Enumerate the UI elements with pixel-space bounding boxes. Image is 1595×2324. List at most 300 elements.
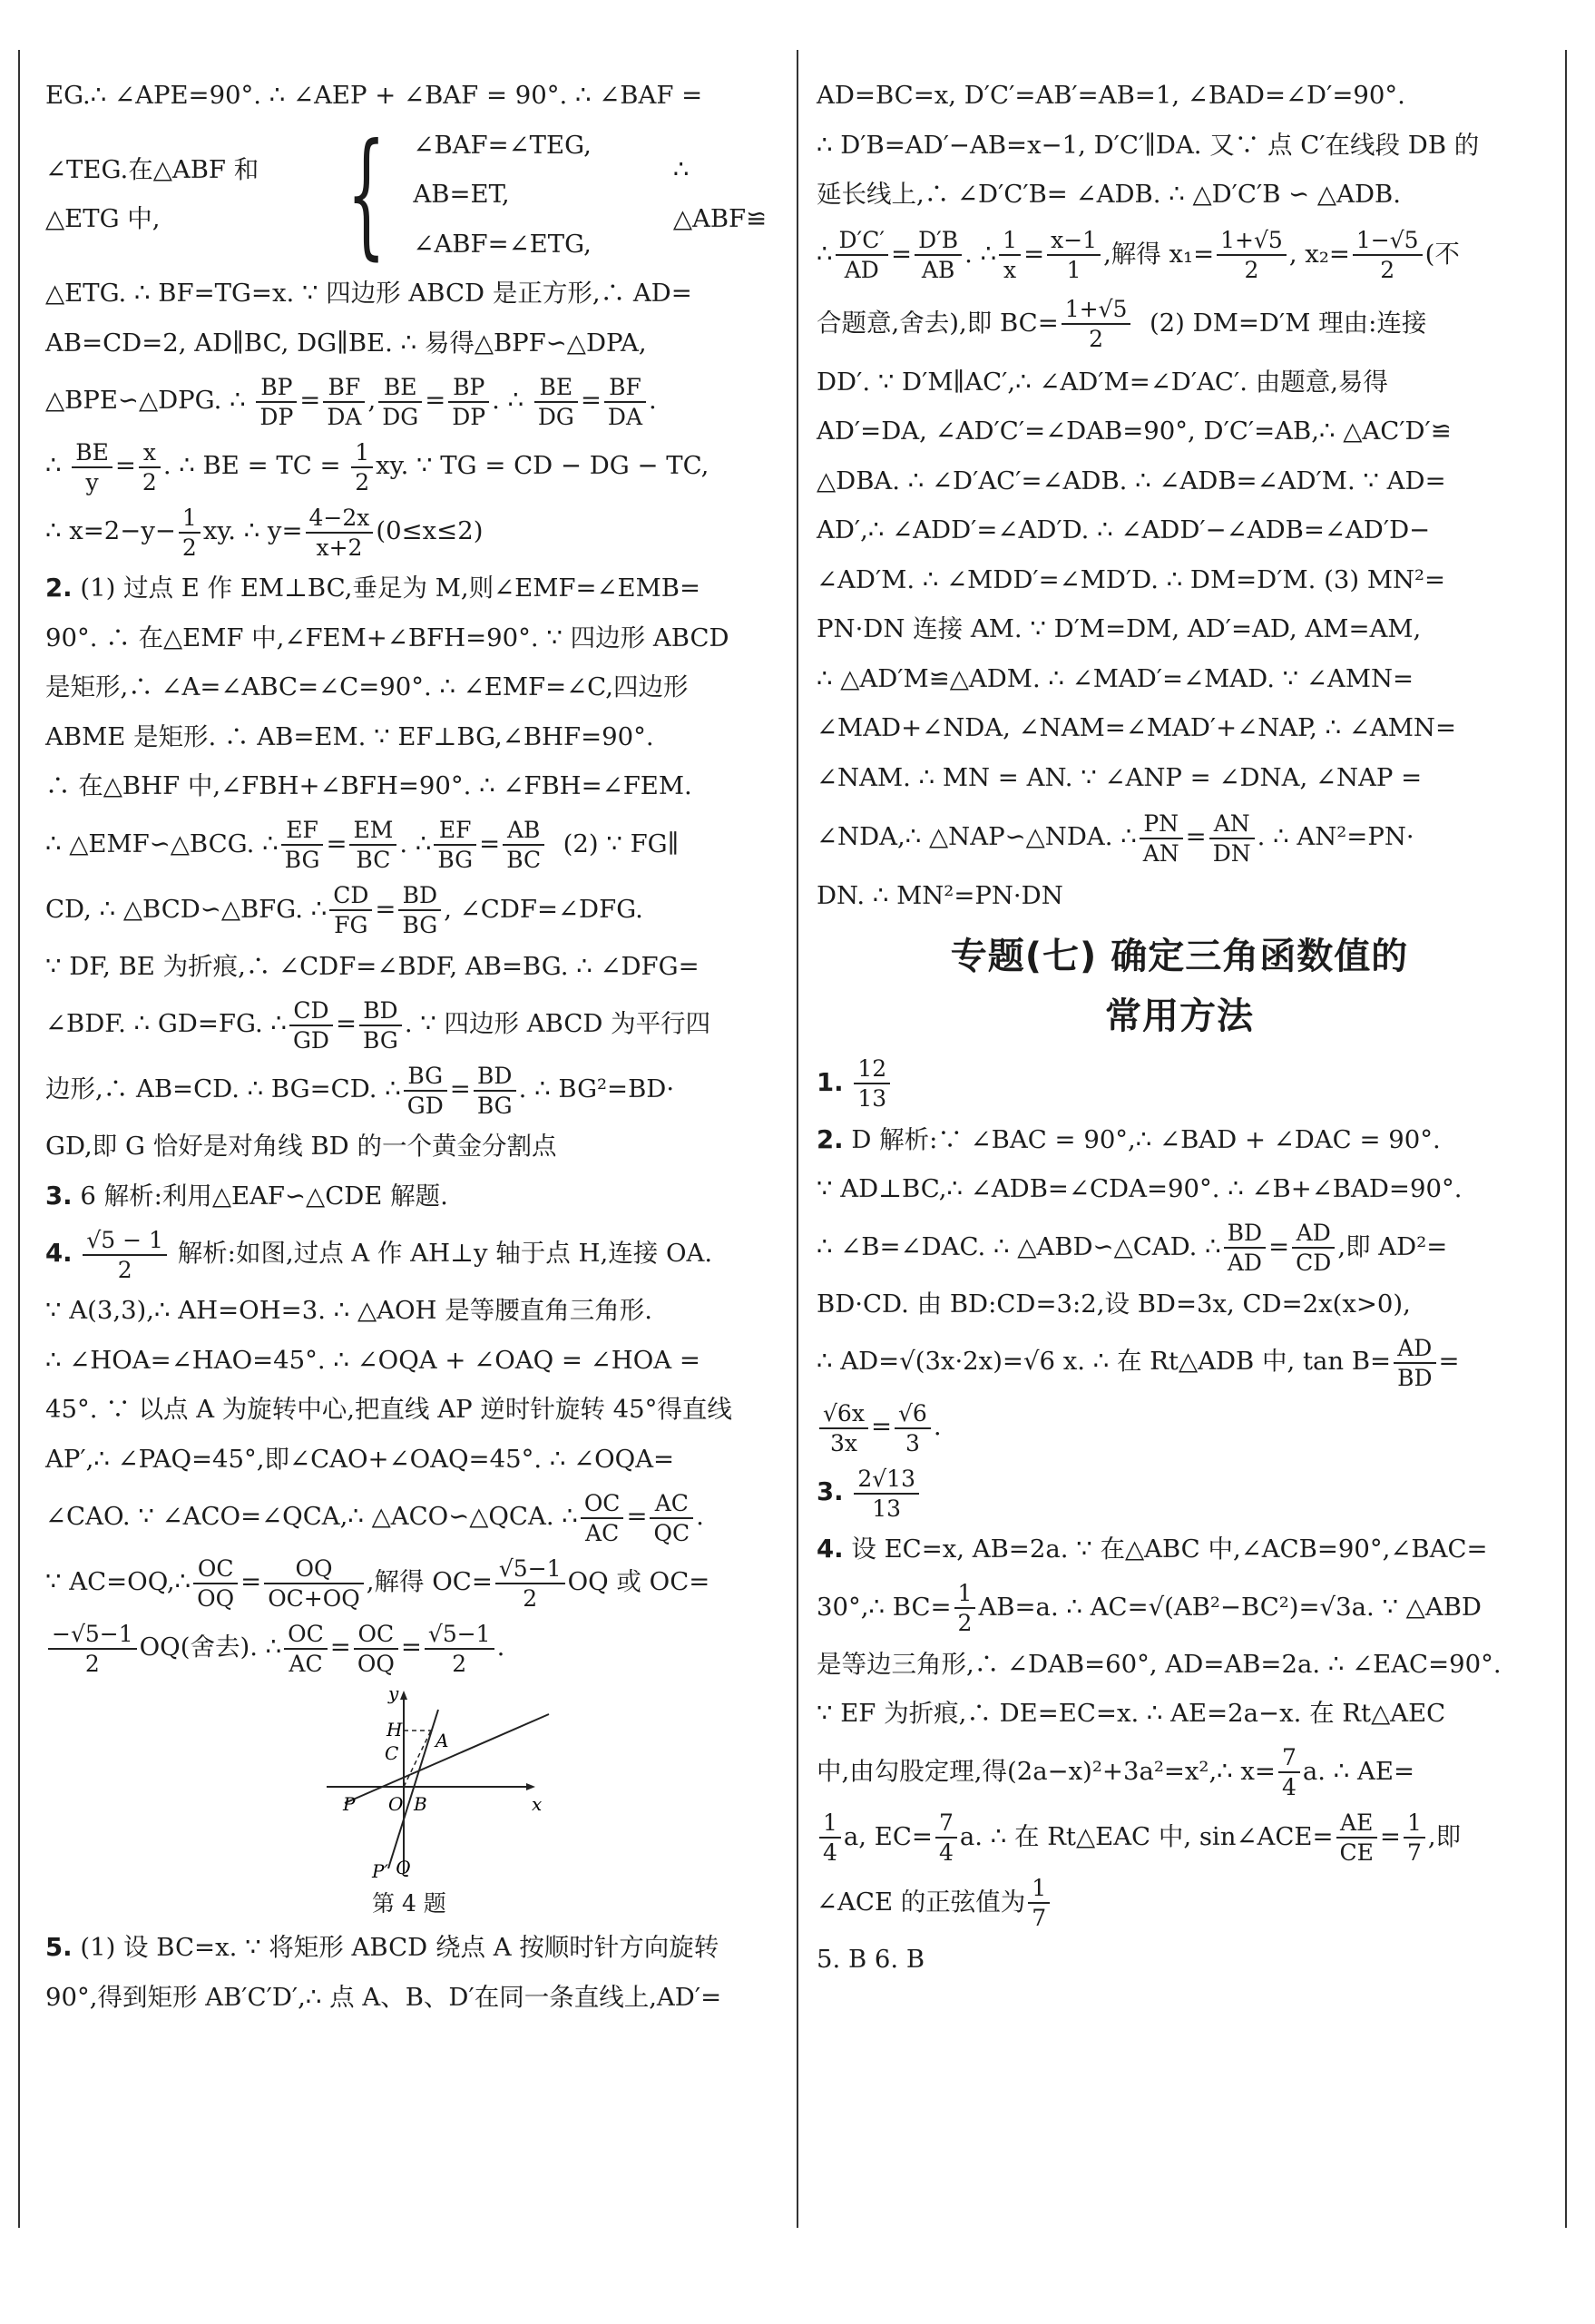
denominator: 2 (84, 1650, 100, 1677)
fraction (349, 816, 396, 874)
denominator: BG (284, 847, 320, 873)
problem-number: 2. (817, 1124, 844, 1154)
numerator: AC (650, 1489, 693, 1519)
label-b: B (414, 1793, 427, 1815)
denominator: AC (289, 1650, 323, 1677)
label-a: A (435, 1730, 449, 1751)
brace-symbol: { (347, 115, 387, 274)
text-fragment: ∴ △EMF∽△BCG. ∴ (45, 829, 279, 858)
text-line: ∵ EF 为折痕,∴ DE=EC=x. ∴ AE=2a−x. 在 Rt△AEC (817, 1699, 1446, 1728)
fraction (281, 816, 324, 874)
text-line: ∴ AD=√(3x·2x)=√6 x. ∴ 在 Rt△ADB 中, tan B= $\frac{AD}{BD}$ = (817, 1334, 1460, 1391)
denominator: BG (402, 912, 438, 938)
fraction (404, 1062, 447, 1120)
fraction (256, 373, 297, 431)
numerator: BE (72, 438, 113, 468)
denominator: 13 (872, 1495, 902, 1522)
problem-number: 3. (817, 1477, 844, 1506)
text-line: $\frac{√6x}{3x}$ = $\frac{√6}{3}$ . (817, 1394, 1542, 1459)
line-ap (345, 1714, 549, 1803)
denominator: OQ (357, 1650, 395, 1677)
text-fragment: ∠CAO. ∵ ∠ACO=∠QCA,∴ △ACO∽△QCA. ∴ (45, 1502, 578, 1531)
numerator: 1 (999, 226, 1021, 256)
text-fragment: (0≤x≤2) (376, 516, 484, 545)
fraction (935, 1809, 957, 1867)
left-column (45, 71, 771, 2022)
fraction (819, 1809, 841, 1867)
fraction (1217, 226, 1287, 284)
denominator: BD (1397, 1364, 1433, 1391)
fraction (193, 1554, 238, 1613)
denominator: 2 (355, 468, 370, 495)
fraction (323, 373, 365, 431)
fraction (474, 1062, 516, 1120)
denominator: FG (334, 912, 368, 938)
text-fragment: . ∴ (399, 829, 432, 858)
fraction (1353, 226, 1423, 284)
label-p: P (343, 1793, 356, 1815)
text-fragment: ∠TEG.在△ABF 和△ETG 中, (45, 154, 259, 234)
problem-number: 4. (817, 1535, 844, 1564)
text-line (817, 289, 1542, 358)
text-line: △DBA. ∴ ∠D′AC′=∠ADB. ∴ ∠ADB=∠AD′M. ∵ AD= (817, 466, 1446, 495)
text-fragment: ∴ AD=√(3x·2x)=√6 x. ∴ 在 Rt△ADB 中, tan B= (817, 1347, 1392, 1376)
numerator: BG (404, 1062, 447, 1092)
numerator: AD (1292, 1219, 1335, 1249)
section-title-line-2: 常用方法 (1105, 995, 1254, 1037)
denominator: 4 (823, 1839, 837, 1866)
numerator: BP (448, 373, 489, 403)
figure-caption: 第 4 题 (372, 1890, 446, 1917)
fraction (354, 1620, 398, 1678)
numerator: BD (1224, 1219, 1266, 1249)
numerator: x (139, 438, 161, 468)
problem-number: 1. (817, 1067, 844, 1097)
denominator: 2 (523, 1584, 538, 1612)
fraction (264, 1554, 364, 1613)
denominator: BG (476, 1092, 513, 1119)
fraction (329, 881, 372, 939)
denominator: 2 (181, 534, 197, 561)
text-fragment: . ∵ 四边形 ABCD 为平行四 (404, 1009, 711, 1038)
text-fragment: 设 EC=x, AB=2a. ∵ 在△ABC 中,∠ACB=90°,∠BAC= (851, 1535, 1488, 1564)
text-fragment: 解析:如图,过点 A 作 AH⊥y 轴于点 H,连接 OA. (177, 1239, 713, 1268)
text-fragment: a. ∴ AE= (1302, 1756, 1414, 1786)
text-fragment: ∴ (45, 451, 70, 480)
text-fragment: xy. ∵ TG = CD − DG − TC, (376, 451, 709, 480)
fraction (1209, 809, 1255, 868)
text-fragment: . ∴ (964, 239, 997, 269)
numerator: EF (434, 816, 476, 846)
numerator: x−1 (1047, 226, 1101, 256)
answer-1 (817, 1050, 1542, 1115)
text-fragment: ∠NDA,∴ △NAP∽△NDA. ∴ (817, 822, 1137, 851)
fraction (954, 1579, 976, 1637)
denominator: BC (506, 847, 542, 873)
fraction (398, 881, 441, 939)
numerator: √5−1 (425, 1620, 494, 1650)
right-column (817, 71, 1542, 1984)
text-fragment: ,解得 x₁= (1103, 239, 1215, 269)
fraction (72, 438, 113, 496)
left-margin-rule (18, 50, 20, 2228)
text-line (817, 1574, 1542, 1640)
numerator: 1 (179, 504, 201, 534)
text-line: △BPE∽△DPG. ∴ $\frac{BP}{DP}$ = $\frac{BF}{DA}$ , $\frac{BE}{DG}$ = $\frac{BP}{DP}$ . ∴ $\frac{BE}{DG}$ = $\frac{BF}{DA}$ . (45, 373, 657, 430)
numerator: D′B (915, 226, 962, 256)
fraction (604, 373, 646, 431)
text-line: ∴ ∠B=∠DAC. ∴ △ABD∽△CAD. ∴ $\frac{BD}{AD}$ = $\frac{AD}{CD}$ ,即 AD²= (817, 1220, 1448, 1276)
right-margin-rule (1565, 50, 1567, 2228)
fraction (434, 816, 476, 874)
text-fragment: ∵ AC=OQ,∴ (45, 1567, 191, 1596)
denominator: 2 (957, 1610, 973, 1636)
fraction (854, 1465, 919, 1523)
text-fragment: 6 解析:利用△EAF∽△CDE 解题. (80, 1181, 448, 1211)
text-line: 延长线上,∴ ∠D′C′B= ∠ADB. ∴ △D′C′B ∽ △ADB. (817, 180, 1401, 209)
fraction (999, 226, 1021, 284)
text-fragment: ∴ (817, 239, 833, 269)
fraction (306, 504, 374, 562)
label-o: O (388, 1793, 404, 1815)
numerator: BD (398, 881, 441, 911)
fraction (289, 996, 333, 1054)
label-p-prime: P′ (372, 1860, 388, 1882)
fraction (1028, 1874, 1050, 1932)
denominator: AN (1142, 839, 1179, 867)
problem-number: 4. (45, 1239, 73, 1268)
text-line: ∠MAD+∠NDA, ∠NAM=∠MAD′+∠NAP, ∴ ∠AMN= (817, 713, 1456, 742)
text-fragment: 中,由勾股定理,得(2a−x)²+3a²=x²,∴ x= (817, 1756, 1276, 1786)
denominator: AD (1227, 1250, 1262, 1276)
numerator: 1+√5 (1062, 295, 1131, 325)
fraction (854, 1054, 890, 1113)
fraction (503, 816, 544, 874)
fraction (1292, 1219, 1335, 1277)
numerator: √5−1 (495, 1554, 565, 1584)
section-title-line-1: 专题(七) 确定三角函数值的 (950, 935, 1409, 977)
numerator: √6 (895, 1399, 931, 1429)
denominator: GD (406, 1092, 444, 1119)
denominator: x (1003, 257, 1017, 283)
text-fragment: 边形,∴ AB=CD. ∴ BG=CD. ∴ (45, 1074, 401, 1103)
fraction (1062, 295, 1131, 353)
fraction (378, 373, 422, 431)
fraction (83, 1226, 167, 1284)
text-line: ABME 是矩形. ∴ AB=EM. ∵ EF⊥BG,∠BHF=90°. (45, 721, 654, 751)
label-h: H (387, 1719, 403, 1741)
condition: ∠ABF=∠ETG, (413, 229, 592, 259)
numerator: CD (329, 881, 372, 911)
text-line: ∠CAO. ∵ ∠ACO=∠QCA,∴ △ACO∽△QCA. ∴ $\frac{OC}{AC}$ = $\frac{AC}{QC}$ . (45, 1489, 704, 1546)
text-line: AD=BC=x, D′C′=AB′=AB=1, ∠BAD=∠D′=90°. (817, 81, 1405, 110)
text-fragment: (1) 过点 E 作 EM⊥BC,垂足为 M,则∠EMF=∠EMB= (80, 574, 701, 603)
text-line (817, 1739, 1542, 1804)
numerator: BE (378, 373, 422, 403)
label-q: Q (396, 1857, 411, 1878)
numerator: BD (359, 996, 402, 1026)
text-line: BD·CD. 由 BD:CD=3:2,设 BD=3x, CD=2x(x>0), (817, 1289, 1411, 1319)
denominator: CD (1296, 1250, 1332, 1276)
denominator: 7 (1406, 1839, 1422, 1866)
fraction (895, 1399, 931, 1457)
denominator: 1 (1066, 257, 1081, 283)
text-fragment: . ∴ BG²=BD· (518, 1074, 675, 1103)
numerator: 1 (954, 1579, 976, 1609)
numerator: CD (289, 996, 333, 1026)
text-fragment: . ∴ AN²=PN· (1257, 822, 1414, 851)
fraction (650, 1489, 693, 1547)
text-fragment: ,即 AD²= (1337, 1231, 1448, 1261)
numerator: BF (323, 373, 365, 403)
text-line: PN·DN 连接 AM. ∵ D′M=DM, AD′=AD, AM=AM, (817, 614, 1422, 643)
numerator: 7 (1278, 1743, 1300, 1773)
text-fragment: 30°,∴ BC= (817, 1592, 952, 1622)
text-line: 45°. ∵ 以点 A 为旋转中心,把直线 AP 逆时针旋转 45°得直线 (45, 1395, 732, 1424)
text-fragment: ,即 (1427, 1821, 1462, 1851)
text-line: ∴ △EMF∽△BCG. ∴ $\frac{EF}{BG}$ = $\frac{EM}{BC}$ . ∴ $\frac{EF}{BG}$ = $\frac{AB}{BC}$ (2) ∵ FG∥ (45, 817, 680, 873)
numerator: √5 − 1 (83, 1226, 167, 1256)
problem-number: 3. (45, 1181, 73, 1211)
numerator: PN (1140, 809, 1183, 839)
numerator: OC (354, 1620, 398, 1650)
denominator: AC (585, 1519, 620, 1546)
denominator: CE (1339, 1839, 1374, 1866)
text-line: △ETG. ∴ BF=TG=x. ∵ 四边形 ABCD 是正方形,∴ AD= (45, 279, 692, 308)
fraction (359, 996, 402, 1054)
numerator: 2√13 (854, 1465, 919, 1495)
fraction (1047, 226, 1101, 284)
denominator: 7 (1032, 1905, 1047, 1931)
fraction (1140, 809, 1183, 868)
denominator: AD (844, 257, 879, 283)
text-fragment: ,解得 OC= (366, 1567, 493, 1596)
text-fragment: OQ(舍去). ∴ (139, 1633, 282, 1662)
numerator: OC (581, 1489, 624, 1519)
numerator: EM (349, 816, 396, 846)
condition: ∠BAF=∠TEG, (413, 130, 592, 160)
text-line: AP′,∴ ∠PAQ=45°,即∠CAO+∠OAQ=45°. ∴ ∠OQA= (45, 1444, 675, 1474)
text-fragment: , x₂= (1288, 239, 1350, 269)
text-fragment: , ∠CDF=∠DFG. (444, 894, 643, 924)
numerator: AB (503, 816, 544, 846)
label-x: x (532, 1793, 543, 1815)
fraction (915, 226, 962, 284)
text-line: EG.∴ ∠APE=90°. ∴ ∠AEP + ∠BAF = 90°. ∴ ∠BAF = (45, 81, 703, 110)
text-line: ∴ △AD′M≌△ADM. ∴ ∠MAD′=∠MAD. ∵ ∠AMN= (817, 663, 1414, 693)
text-line: ∴ 在△BHF 中,∠FBH+∠BFH=90°. ∴ ∠FBH=∠FEM. (45, 771, 692, 800)
fraction (534, 373, 578, 431)
denominator: 2 (117, 1256, 132, 1283)
numerator: 7 (935, 1809, 957, 1839)
text-line: ∠NDA,∴ △NAP∽△NDA. ∴ $\frac{PN}{AN}$ = $\frac{AN}{DN}$ . ∴ AN²=PN· (817, 809, 1414, 867)
text-fragment: △BPE∽△DPG. ∴ (45, 386, 246, 415)
text-line: ∠AD′M. ∴ ∠MDD′=∠MD′D. ∴ DM=D′M. (3) MN²= (817, 564, 1446, 594)
problem-number: 2. (45, 574, 73, 603)
text-line: $\frac{1}{4}$ a, EC= $\frac{7}{4}$ a. ∴ 在 Rt△EAC 中, sin∠ACE= $\frac{AE}{CE}$ = $\frac{1}{7}$ ,即 (817, 1804, 1542, 1869)
coordinate-diagram (308, 1687, 581, 1882)
text-line: 90°,得到矩形 AB′C′D′,∴ 点 A、B、D′在同一条直线上,AD′= (45, 1982, 722, 2012)
problem-3 (45, 1172, 771, 1221)
text-line: ∴ $\frac{D'C'}{AD}$ = $\frac{D'B}{AB}$ . ∴ $\frac{1}{x}$ = $\frac{x-1}{1}$ ,解得 x₁= $\frac{1+√5}{2}$ , x₂= $\frac{1-√5}{2}$ (不 (817, 227, 1460, 283)
column-divider (797, 50, 798, 2228)
numerator: 1+√5 (1217, 226, 1287, 256)
text-fragment: ∴ x=2−y− (45, 516, 176, 545)
text-line (45, 498, 771, 564)
text-line: ∵ A(3,3),∴ AH=OH=3. ∴ △AOH 是等腰直角三角形. (45, 1296, 652, 1325)
numerator: D′C′ (836, 226, 889, 256)
denominator: DP (259, 403, 294, 430)
text-fragment: CD, ∴ △BCD∽△BFG. ∴ (45, 894, 328, 924)
numerator: AD (1394, 1334, 1435, 1364)
denominator: 2 (1244, 257, 1259, 283)
text-fragment: (2) ∵ FG∥ (563, 829, 680, 858)
text-fragment: ∴ △ABF≌ (672, 154, 768, 234)
fraction (1224, 1219, 1266, 1277)
fraction (139, 438, 161, 496)
text-fragment: (不 (1424, 239, 1460, 269)
text-fragment: . ∴ BE = TC = (162, 451, 349, 480)
figure-problem-4 (45, 1687, 771, 1923)
numerator: 4−2x (306, 504, 374, 534)
problem-number: 5. (45, 1933, 73, 1962)
answer-2 (817, 1115, 1542, 1165)
denominator: 2 (1089, 326, 1104, 352)
answer-4 (817, 1525, 1542, 1574)
fraction (495, 1554, 565, 1613)
problem-2 (45, 564, 771, 613)
denominator: DA (607, 403, 643, 430)
text-line: AB=CD=2, AD∥BC, DG∥BE. ∴ 易得△BPF∽△DPA, (45, 328, 647, 358)
congruence-conditions (45, 115, 771, 274)
fraction (819, 1399, 868, 1457)
numerator: BP (256, 373, 297, 403)
denominator: OC+OQ (268, 1584, 360, 1612)
fraction (351, 438, 373, 496)
denominator: DA (327, 403, 362, 430)
text-line (817, 1869, 1542, 1935)
text-line: ∵ AD⊥BC,∴ ∠ADB=∠CDA=90°. ∴ ∠B+∠BAD=90°. (817, 1174, 1463, 1203)
numerator: OC (284, 1620, 328, 1650)
fraction (48, 1620, 137, 1678)
text-line: ∠NAM. ∴ MN = AN. ∵ ∠ANP = ∠DNA, ∠NAP = (817, 762, 1423, 792)
text-line: $\frac{-√5-1}{2}$ OQ(舍去). ∴ $\frac{OC}{AC}$ = $\frac{OC}{OQ}$ = $\frac{√5-1}{2}$ . (45, 1614, 771, 1680)
denominator: DG (382, 403, 419, 430)
denominator: 3x (829, 1429, 857, 1456)
text-line: ∴ D′B=AD′−AB=x−1, D′C′∥DA. 又∵ 点 C′在线段 DB 的 (817, 130, 1480, 160)
fraction (1394, 1334, 1435, 1392)
denominator: BC (356, 847, 391, 873)
text-line: 90°. ∴ 在△EMF 中,∠FEM+∠BFH=90°. ∵ 四边形 ABCD (45, 623, 729, 652)
text-fragment: (2) DM=D′M 理由:连接 (1149, 308, 1427, 338)
numerator: −√5−1 (48, 1620, 137, 1650)
denominator: x+2 (316, 534, 363, 561)
numerator: 1−√5 (1353, 226, 1423, 256)
section-title (817, 927, 1542, 1046)
text-fragment: a. ∴ 在 Rt△EAC 中, sin∠ACE= (959, 1821, 1334, 1851)
text-line: 是矩形,∴ ∠A=∠ABC=∠C=90°. ∴ ∠EMF=∠C,四边形 (45, 672, 689, 701)
numerator: 1 (1404, 1809, 1425, 1839)
denominator: 3 (905, 1429, 920, 1456)
fraction (581, 1489, 624, 1547)
denominator: 4 (1281, 1774, 1297, 1800)
text-line: 是等边三角形,∴ ∠DAB=60°, AD=AB=2a. ∴ ∠EAC=90°. (817, 1649, 1502, 1679)
fraction (836, 226, 889, 284)
numerator: √6x (819, 1399, 868, 1429)
text-line: DD′. ∵ D′M∥AC′,∴ ∠AD′M=∠D′AC′. 由题意,易得 (817, 367, 1388, 397)
text-line: ∴ $\frac{BE}{y}$ = $\frac{x}{2}$ . ∴ BE = TC = $\frac{1}{2}$ xy. ∵ TG = CD − DG − TC, (45, 438, 709, 495)
text-line: AD′,∴ ∠ADD′=∠AD′D. ∴ ∠ADD′−∠ADB=∠AD′D− (817, 515, 1431, 544)
numerator: OQ (264, 1554, 364, 1584)
problem-4 (45, 1221, 771, 1286)
answer-5-6: 5. B 6. B (817, 1944, 925, 1974)
text-line: CD, ∴ △BCD∽△BFG. ∴ $\frac{CD}{FG}$ = $\frac{BD}{BG}$ , ∠CDF=∠DFG. (45, 882, 643, 938)
text-fragment: ∴ ∠B=∠DAC. ∴ △ABD∽△CAD. ∴ (817, 1231, 1221, 1261)
numerator: BD (474, 1062, 516, 1092)
text-line: ∵ AC=OQ,∴ $\frac{OC}{OQ}$ = $\frac{OQ}{OC+OQ}$ ,解得 OC= $\frac{√5-1}{2}$ OQ 或 OC= (45, 1554, 710, 1612)
denominator: DG (537, 403, 574, 430)
problem-5 (45, 1923, 771, 1973)
denominator: BG (363, 1026, 398, 1054)
text-fragment: AB=a. ∴ AC=√(AB²−BC²)=√3a. ∵ △ABD (978, 1592, 1482, 1622)
fraction (425, 1620, 494, 1678)
text-fragment: (1) 设 BC=x. ∵ 将矩形 ABCD 绕点 A 按顺时针方向旋转 (80, 1933, 719, 1962)
brace-lines (413, 121, 591, 270)
denominator: 2 (452, 1650, 467, 1677)
text-line: ∵ DF, BE 为折痕,∴ ∠CDF=∠BDF, AB=BG. ∴ ∠DFG= (45, 951, 700, 981)
text-line: 边形,∴ AB=CD. ∴ BG=CD. ∴ $\frac{BG}{GD}$ = $\frac{BD}{BG}$ . ∴ BG²=BD· (45, 1062, 675, 1119)
answer-3 (817, 1459, 1542, 1525)
text-fragment: a, EC= (843, 1821, 933, 1851)
text-fragment: xy. ∴ y= (202, 516, 303, 545)
denominator: QC (653, 1519, 690, 1546)
numerator: AN (1209, 809, 1255, 839)
denominator: GD (292, 1026, 329, 1054)
numerator: BF (604, 373, 646, 403)
denominator: y (85, 468, 99, 495)
fraction (1336, 1809, 1377, 1867)
fraction (448, 373, 489, 431)
fraction (1278, 1743, 1300, 1801)
denominator: DP (452, 403, 486, 430)
numerator: OC (193, 1554, 238, 1584)
text-fragment: ∠ACE 的正弦值为 (817, 1887, 1026, 1917)
text-line: DN. ∴ MN²=PN·DN (817, 881, 1063, 910)
x-axis-arrow (526, 1783, 535, 1790)
numerator: 12 (854, 1054, 890, 1084)
denominator: 2 (1380, 257, 1395, 283)
numerator: BE (534, 373, 578, 403)
label-y: y (388, 1687, 399, 1704)
denominator: OQ (197, 1584, 235, 1612)
denominator: DN (1212, 839, 1251, 867)
text-line: ∠BDF. ∴ GD=FG. ∴ $\frac{CD}{GD}$ = $\frac{BD}{BG}$ . ∵ 四边形 ABCD 为平行四 (45, 996, 711, 1054)
text-line: ∴ ∠HOA=∠HAO=45°. ∴ ∠OQA + ∠OAQ = ∠HOA = (45, 1345, 700, 1375)
denominator: 2 (142, 468, 157, 495)
text-fragment: 合题意,舍去),即 BC= (817, 308, 1059, 338)
text-fragment: OQ 或 OC= (567, 1567, 710, 1596)
denominator: 13 (857, 1085, 887, 1112)
denominator: AB (921, 257, 955, 283)
condition: AB=ET, (413, 180, 510, 209)
y-axis-arrow (400, 1691, 407, 1700)
numerator: AE (1336, 1809, 1377, 1839)
numerator: 1 (819, 1809, 841, 1839)
numerator: 1 (351, 438, 373, 468)
numerator: 1 (1028, 1874, 1050, 1904)
text-line: GD,即 G 恰好是对角线 BD 的一个黄金分割点 (45, 1132, 557, 1161)
text-fragment: ∠BDF. ∴ GD=FG. ∴ (45, 1009, 287, 1038)
